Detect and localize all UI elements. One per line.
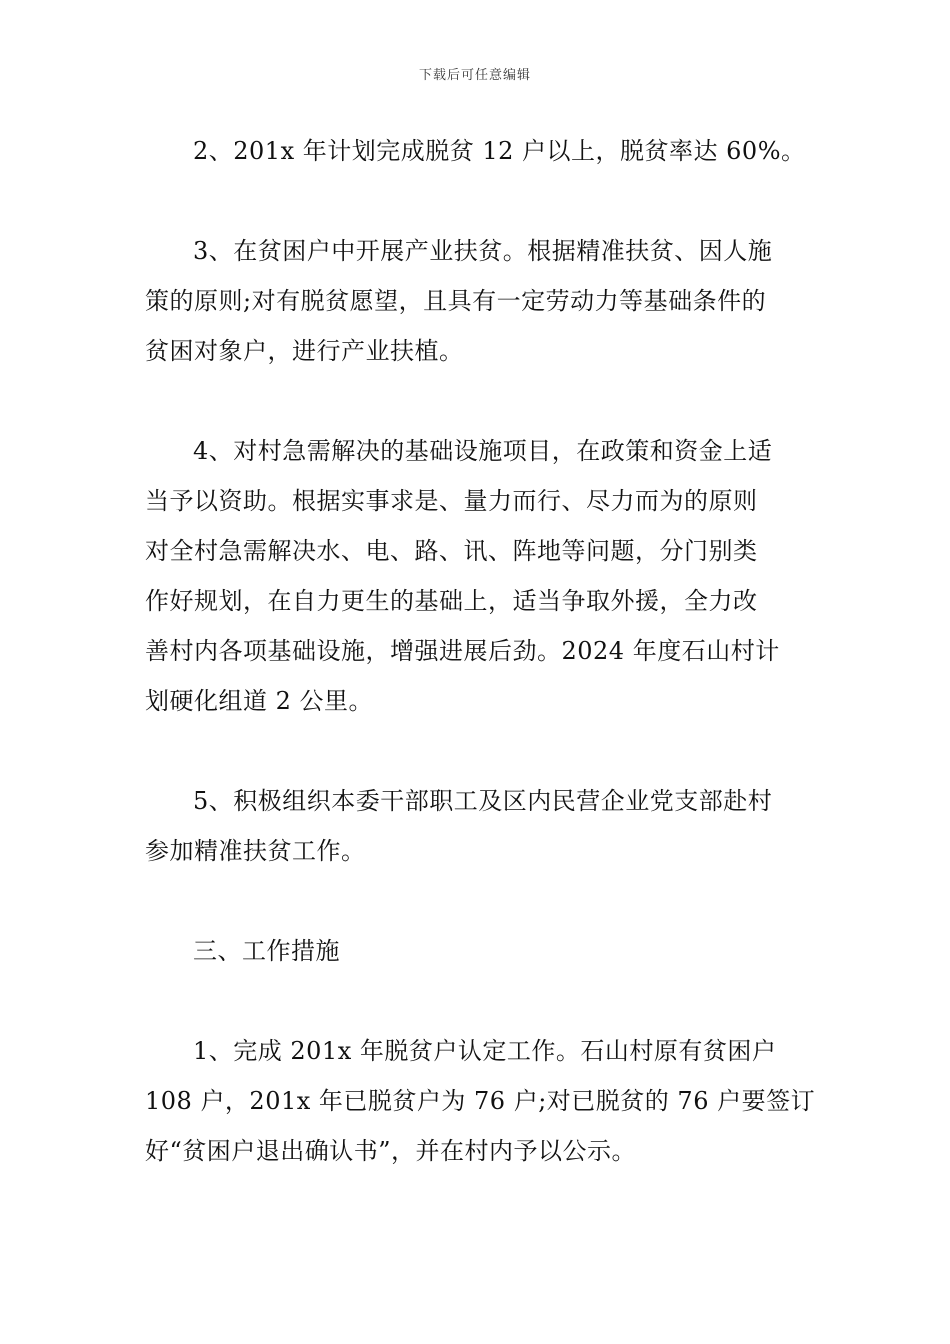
paragraph-goal-4 <box>145 426 805 726</box>
text-line: 108 户，201x 年已脱贫户为 76 户;对已脱贫的 76 户要签订 <box>145 1087 816 1115</box>
paragraph-goal-3 <box>145 226 805 376</box>
text-line: 3、在贫困户中开展产业扶贫。根据精准扶贫、因人施 <box>193 237 773 265</box>
text-line: 2、201x 年计划完成脱贫 12 户以上，脱贫率达 60%。 <box>193 137 806 165</box>
section-heading-measures <box>145 926 805 976</box>
paragraph-measure-1 <box>145 1026 816 1176</box>
text-line: 策的原则;对有脱贫愿望，且具有一定劳动力等基础条件的 <box>145 287 767 315</box>
paragraph-goal-2 <box>145 126 805 176</box>
text-line: 作好规划，在自力更生的基础上，适当争取外援，全力改 <box>145 587 758 615</box>
paragraph-goal-5 <box>145 776 805 876</box>
page-header: 下载后可任意编辑 <box>418 68 531 83</box>
text-line: 5、积极组织本委干部职工及区内民营企业党支部赴村 <box>193 787 773 815</box>
text-line: 贫困对象户，进行产业扶植。 <box>145 337 464 365</box>
text-line: 善村内各项基础设施，增强进展后劲。2024 年度石山村计 <box>145 637 780 665</box>
text-line: 对全村急需解决水、电、路、讯、阵地等问题，分门别类 <box>145 537 758 565</box>
text-line: 4、对村急需解决的基础设施项目，在政策和资金上适 <box>193 437 773 465</box>
text-line: 当予以资助。根据实事求是、量力而行、尽力而为的原则 <box>145 487 758 515</box>
text-line: 好“贫困户退出确认书”，并在村内予以公示。 <box>145 1137 637 1165</box>
text-line: 1、完成 201x 年脱贫户认定工作。石山村原有贫困户 <box>193 1037 777 1065</box>
document-body <box>145 126 816 1176</box>
text-line: 参加精准扶贫工作。 <box>145 837 366 865</box>
text-line: 划硬化组道 2 公里。 <box>145 687 374 715</box>
section-heading: 三、工作措施 <box>193 937 340 965</box>
